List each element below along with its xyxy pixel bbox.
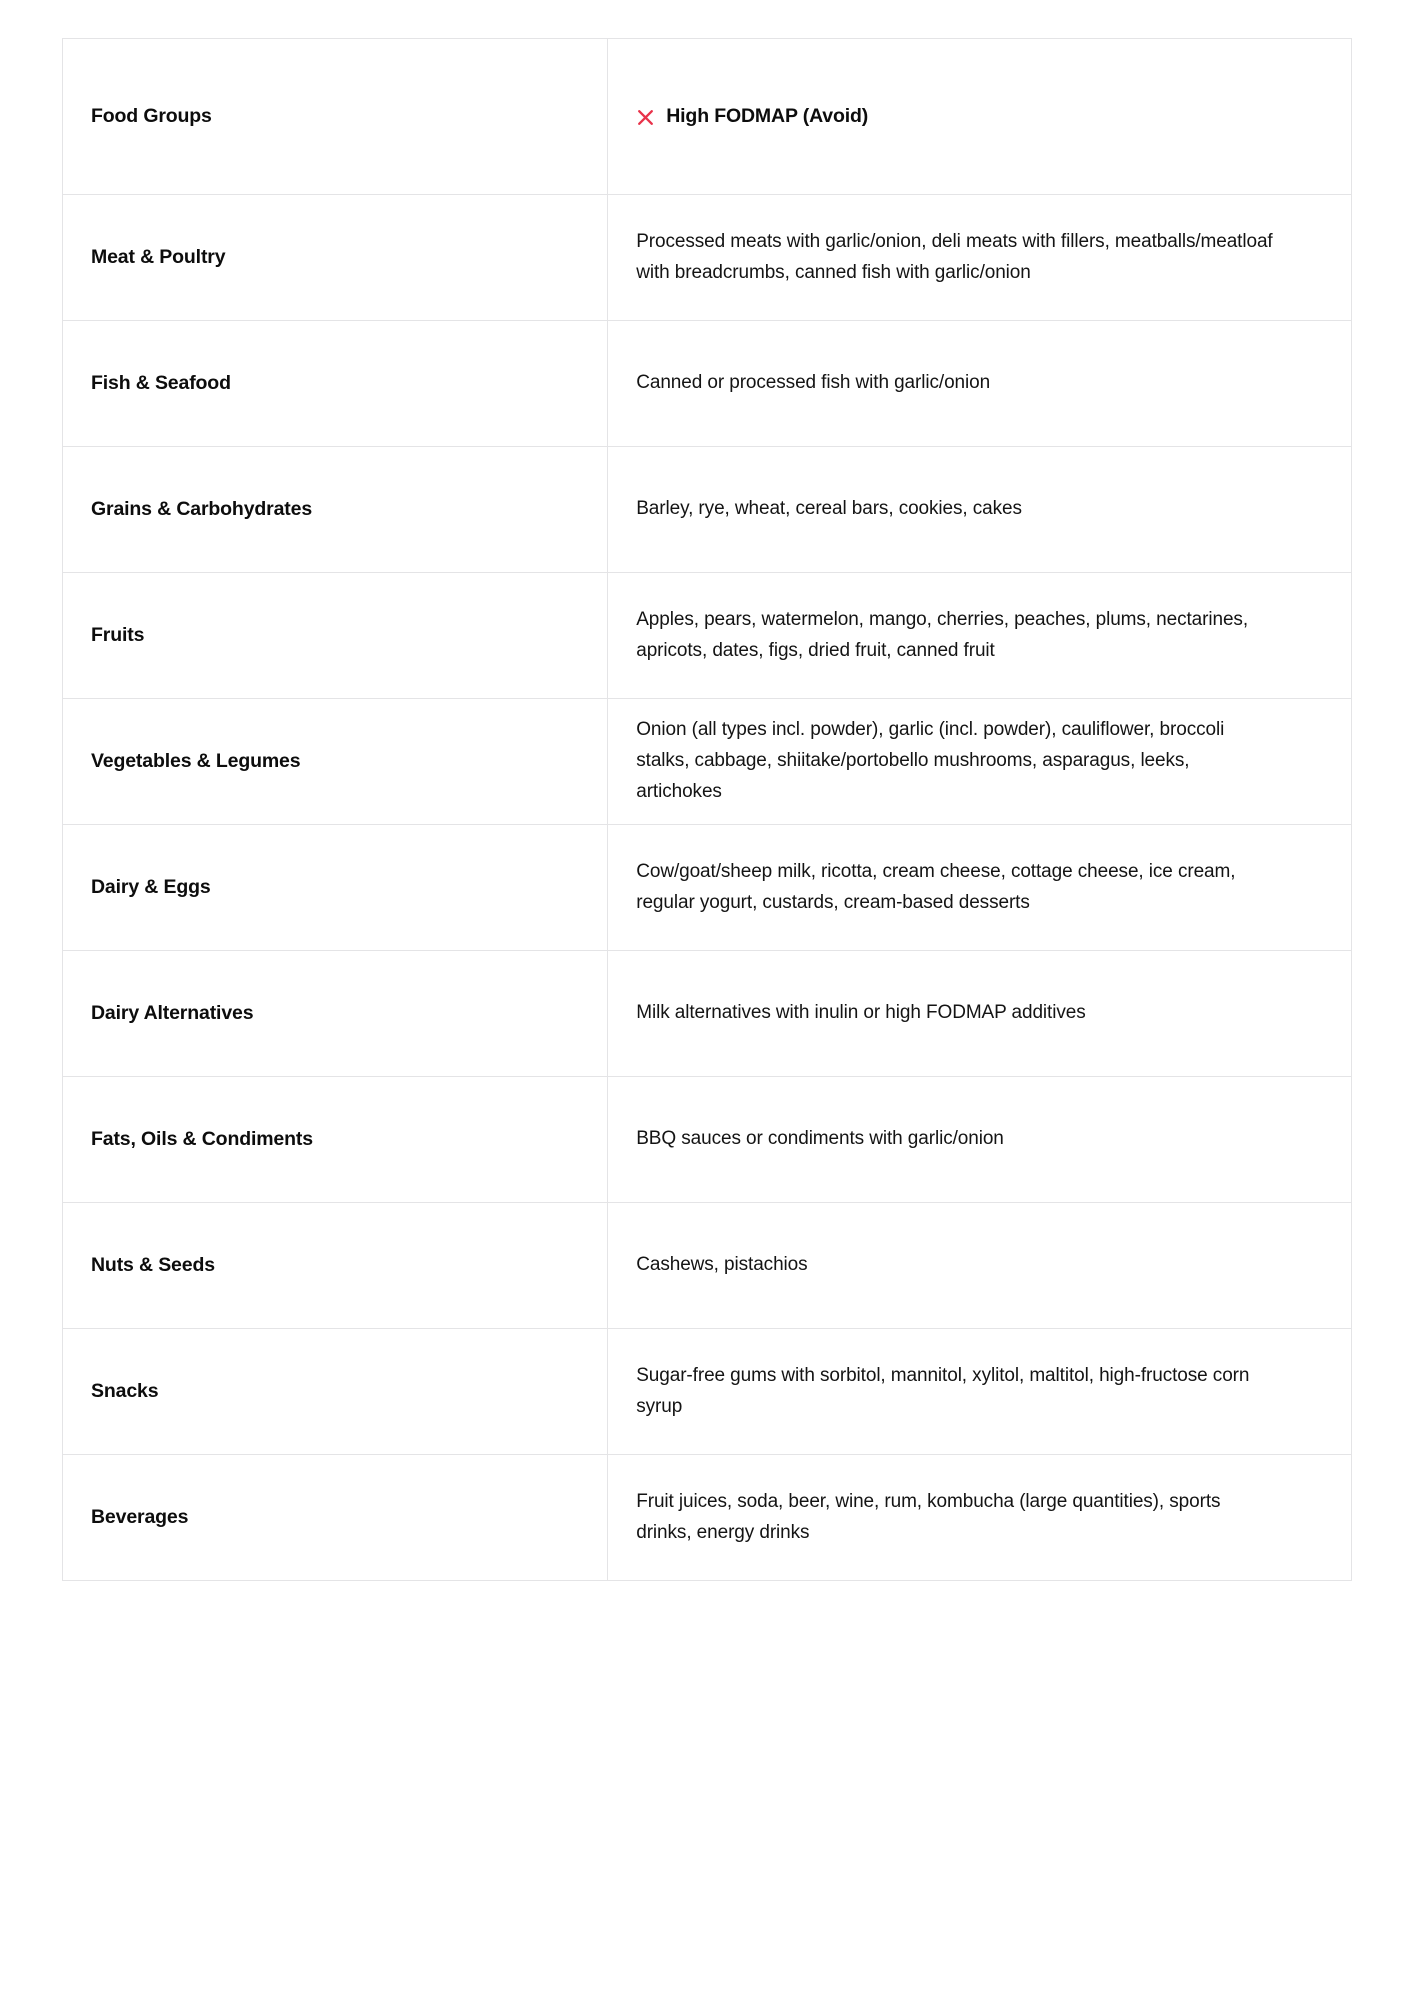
table-header-row xyxy=(63,39,1352,195)
high-fodmap-description: Cashews, pistachios xyxy=(636,1254,808,1276)
table-row xyxy=(63,195,1352,321)
food-group-label: Nuts & Seeds xyxy=(91,1253,215,1276)
food-group-label: Meat & Poultry xyxy=(91,245,226,268)
column-header-high-fodmap xyxy=(608,39,1352,195)
table-row xyxy=(63,321,1352,447)
high-fodmap-description: Apples, pears, watermelon, mango, cherries, peaches, plums, nectarines, apricots, dates, figs, dried fruit, canned fruit xyxy=(636,608,1248,661)
high-fodmap-cell xyxy=(608,1077,1352,1203)
food-group-label: Fish & Seafood xyxy=(91,371,231,394)
food-group-cell xyxy=(63,1203,608,1329)
x-mark-icon xyxy=(636,108,655,127)
table-container xyxy=(62,38,1352,1581)
high-fodmap-description: Sugar-free gums with sorbitol, mannitol, xylitol, maltitol, high-fructose corn syrup xyxy=(636,1364,1250,1417)
high-fodmap-cell xyxy=(608,195,1352,321)
high-fodmap-cell xyxy=(608,573,1352,699)
food-group-cell xyxy=(63,951,608,1077)
food-group-label: Dairy & Eggs xyxy=(91,875,211,898)
food-group-label: Grains & Carbohydrates xyxy=(91,497,313,520)
high-fodmap-description: Cow/goat/sheep milk, ricotta, cream cheese, cottage cheese, ice cream, regular yogurt, custards, cream-based desserts xyxy=(636,860,1236,913)
high-fodmap-cell xyxy=(608,699,1352,825)
high-fodmap-description: Milk alternatives with inulin or high FODMAP additives xyxy=(636,1002,1086,1024)
table-row xyxy=(63,573,1352,699)
food-group-cell xyxy=(63,1455,608,1581)
table-row xyxy=(63,1455,1352,1581)
food-group-label: Beverages xyxy=(91,1505,189,1528)
fodmap-food-groups-table xyxy=(62,38,1352,1581)
column-header-food-groups xyxy=(63,39,608,195)
high-fodmap-cell xyxy=(608,1329,1352,1455)
food-group-cell xyxy=(63,321,608,447)
table-body xyxy=(63,195,1352,1581)
high-fodmap-description: Canned or processed fish with garlic/onion xyxy=(636,372,991,394)
high-fodmap-cell xyxy=(608,447,1352,573)
food-group-cell xyxy=(63,699,608,825)
food-group-cell xyxy=(63,1077,608,1203)
high-fodmap-cell xyxy=(608,1455,1352,1581)
food-group-label: Dairy Alternatives xyxy=(91,1001,254,1024)
food-group-label: Fats, Oils & Condiments xyxy=(91,1127,313,1150)
food-group-label: Fruits xyxy=(91,623,145,646)
column-header-food-groups-label: Food Groups xyxy=(91,105,212,127)
table-row xyxy=(63,699,1352,825)
high-fodmap-description: BBQ sauces or condiments with garlic/onion xyxy=(636,1128,1004,1150)
table-row xyxy=(63,1077,1352,1203)
food-group-cell xyxy=(63,825,608,951)
high-fodmap-description: Onion (all types incl. powder), garlic (incl. powder), cauliflower, broccoli stalks, cabbage, shiitake/portobello mushrooms, asparagus, leeks, artichokes xyxy=(636,719,1225,802)
high-fodmap-cell xyxy=(608,321,1352,447)
food-group-label: Snacks xyxy=(91,1379,159,1402)
food-group-cell xyxy=(63,195,608,321)
food-group-cell xyxy=(63,447,608,573)
food-group-label: Vegetables & Legumes xyxy=(91,749,301,772)
food-group-cell xyxy=(63,573,608,699)
food-group-cell xyxy=(63,1329,608,1455)
high-fodmap-description: Fruit juices, soda, beer, wine, rum, kombucha (large quantities), sports drinks, energy drinks xyxy=(636,1490,1221,1543)
high-fodmap-description: Processed meats with garlic/onion, deli meats with fillers, meatballs/meatloaf with breadcrumbs, canned fish with garlic/onion xyxy=(636,230,1273,283)
high-fodmap-cell xyxy=(608,825,1352,951)
table-row xyxy=(63,825,1352,951)
high-fodmap-cell xyxy=(608,951,1352,1077)
table-row xyxy=(63,1203,1352,1329)
high-fodmap-cell xyxy=(608,1203,1352,1329)
table-row xyxy=(63,447,1352,573)
table-header xyxy=(63,39,1352,195)
column-header-high-fodmap-label: High FODMAP (Avoid) xyxy=(666,105,869,127)
high-fodmap-description: Barley, rye, wheat, cereal bars, cookies, cakes xyxy=(636,498,1022,520)
table-row xyxy=(63,1329,1352,1455)
table-row xyxy=(63,951,1352,1077)
